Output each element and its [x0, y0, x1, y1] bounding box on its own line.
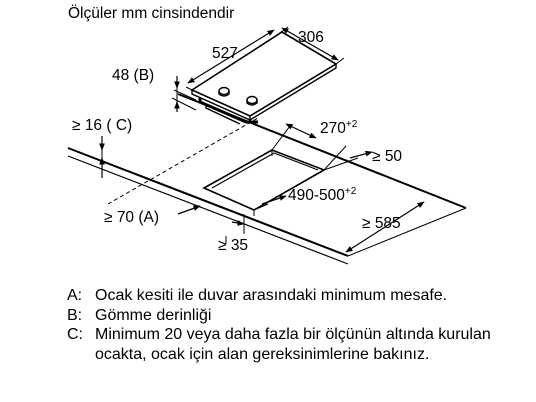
control-knob-icon — [219, 88, 229, 97]
label-cutout-width-tol: +2 — [344, 186, 357, 197]
label-min-c: ≥ 16 ( C) — [72, 117, 133, 134]
label-counter-depth: ≥ 585 — [362, 215, 401, 232]
legend-text: Minimum 20 veya daha fazla bir ölçünün altında kurulan ocakta, ocak için alan gereksinimlerine bakınız. — [95, 326, 491, 363]
label-cutout-depth — [320, 119, 358, 137]
legend — [67, 286, 527, 364]
label-thickness: 48 (B) — [112, 67, 155, 84]
legend-key: A: — [67, 287, 83, 304]
label-depth: 527 — [212, 45, 238, 62]
label-front-min: ≥ 35 — [218, 237, 249, 254]
label-cutout-depth-tol: +2 — [345, 119, 358, 130]
label-cutout-width-value: 490-500 — [288, 187, 345, 204]
label-wall-gap: ≥ 50 — [372, 148, 403, 165]
label-cutout-width — [288, 186, 357, 204]
legend-text: Gömme derinliği — [95, 306, 212, 324]
label-min-a: ≥ 70 (A) — [104, 209, 160, 226]
legend-item-b — [67, 306, 527, 326]
control-knob-icon — [247, 97, 257, 106]
legend-item-a — [67, 286, 527, 306]
legend-key: B: — [67, 306, 83, 324]
dim-line-min-a — [178, 206, 200, 214]
legend-key: C: — [67, 326, 83, 343]
diagram-title: Ölçüler mm cinsindendir — [68, 5, 235, 22]
legend-text: Ocak kesiti ile duvar arasındaki minimum mesafe. — [95, 287, 448, 304]
legend-item-c — [67, 325, 527, 364]
label-cutout-depth-value: 270 — [320, 120, 346, 137]
label-width: 306 — [298, 29, 324, 46]
dim-line-cutout-depth — [286, 124, 316, 138]
dim-line-wall-gap — [350, 152, 372, 158]
